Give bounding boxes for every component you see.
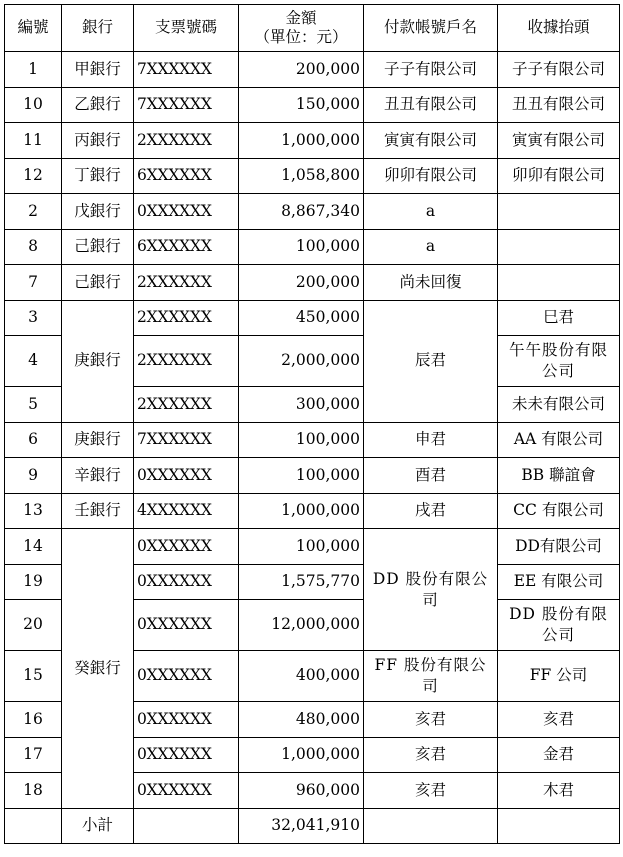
cell-bank: 己銀行 bbox=[62, 229, 134, 265]
cell-bank: 乙銀行 bbox=[62, 87, 134, 123]
cell-payee: 巳君 bbox=[498, 300, 620, 336]
table-row bbox=[5, 422, 620, 458]
cell-cheque: 0XXXXXX bbox=[134, 600, 239, 651]
cell-payee: DD有限公司 bbox=[498, 529, 620, 565]
cell-no: 5 bbox=[5, 387, 62, 423]
cell-payer: 尚未回復 bbox=[364, 265, 498, 301]
cell-payer: FF 股份有限公司 bbox=[364, 651, 498, 702]
cell-payer: 亥君 bbox=[364, 702, 498, 738]
cell-amount: 480,000 bbox=[239, 702, 364, 738]
cell-no: 1 bbox=[5, 52, 62, 88]
cell-cheque: 6XXXXXX bbox=[134, 158, 239, 194]
header-no: 編號 bbox=[5, 5, 62, 52]
header-payer: 付款帳號戶名 bbox=[364, 5, 498, 52]
cheque-table bbox=[4, 4, 620, 844]
cell-amount: 200,000 bbox=[239, 265, 364, 301]
cell-amount: 100,000 bbox=[239, 458, 364, 494]
subtotal-cheque bbox=[134, 808, 239, 844]
cell-payee: 亥君 bbox=[498, 702, 620, 738]
cell-payer: 亥君 bbox=[364, 773, 498, 809]
table-row bbox=[5, 300, 620, 336]
cell-bank: 癸銀行 bbox=[62, 529, 134, 809]
cell-no: 7 bbox=[5, 265, 62, 301]
cell-amount: 400,000 bbox=[239, 651, 364, 702]
cell-payee: FF 公司 bbox=[498, 651, 620, 702]
cell-cheque: 2XXXXXX bbox=[134, 387, 239, 423]
cell-no: 3 bbox=[5, 300, 62, 336]
cell-cheque: 2XXXXXX bbox=[134, 336, 239, 387]
cell-no: 6 bbox=[5, 422, 62, 458]
cell-cheque: 7XXXXXX bbox=[134, 422, 239, 458]
cell-cheque: 4XXXXXX bbox=[134, 493, 239, 529]
table-row bbox=[5, 529, 620, 565]
cell-cheque: 7XXXXXX bbox=[134, 87, 239, 123]
cell-no: 15 bbox=[5, 651, 62, 702]
cell-no: 8 bbox=[5, 229, 62, 265]
subtotal-no bbox=[5, 808, 62, 844]
cell-amount: 100,000 bbox=[239, 229, 364, 265]
cell-payee: 丑丑有限公司 bbox=[498, 87, 620, 123]
cell-payee: 子子有限公司 bbox=[498, 52, 620, 88]
cell-cheque: 0XXXXXX bbox=[134, 702, 239, 738]
cell-cheque: 0XXXXXX bbox=[134, 737, 239, 773]
cell-bank: 甲銀行 bbox=[62, 52, 134, 88]
cell-payer: 申君 bbox=[364, 422, 498, 458]
header-cheque: 支票號碼 bbox=[134, 5, 239, 52]
cell-no: 14 bbox=[5, 529, 62, 565]
cell-payer: 戌君 bbox=[364, 493, 498, 529]
cell-payer: 亥君 bbox=[364, 737, 498, 773]
cell-amount: 12,000,000 bbox=[239, 600, 364, 651]
cell-no: 4 bbox=[5, 336, 62, 387]
cell-amount: 1,000,000 bbox=[239, 123, 364, 159]
cell-cheque: 0XXXXXX bbox=[134, 564, 239, 600]
cell-payee: DD 股份有限公司 bbox=[498, 600, 620, 651]
cell-no: 19 bbox=[5, 564, 62, 600]
cell-amount: 150,000 bbox=[239, 87, 364, 123]
cell-bank: 庚銀行 bbox=[62, 300, 134, 422]
cell-amount: 450,000 bbox=[239, 300, 364, 336]
cell-payer: 酉君 bbox=[364, 458, 498, 494]
cell-no: 12 bbox=[5, 158, 62, 194]
cell-cheque: 0XXXXXX bbox=[134, 773, 239, 809]
cell-payer: 子子有限公司 bbox=[364, 52, 498, 88]
cell-no: 13 bbox=[5, 493, 62, 529]
cell-payee bbox=[498, 265, 620, 301]
cell-amount: 2,000,000 bbox=[239, 336, 364, 387]
cell-amount: 1,575,770 bbox=[239, 564, 364, 600]
table-row bbox=[5, 493, 620, 529]
cell-cheque: 0XXXXXX bbox=[134, 651, 239, 702]
cell-no: 11 bbox=[5, 123, 62, 159]
header-bank: 銀行 bbox=[62, 5, 134, 52]
cell-no: 18 bbox=[5, 773, 62, 809]
subtotal-payee bbox=[498, 808, 620, 844]
cell-payer: DD 股份有限公司 bbox=[364, 529, 498, 651]
cell-cheque: 6XXXXXX bbox=[134, 229, 239, 265]
cell-bank: 庚銀行 bbox=[62, 422, 134, 458]
table-row bbox=[5, 265, 620, 301]
cell-bank: 丙銀行 bbox=[62, 123, 134, 159]
table-row bbox=[5, 87, 620, 123]
table-row bbox=[5, 123, 620, 159]
cell-cheque: 2XXXXXX bbox=[134, 265, 239, 301]
cell-amount: 8,867,340 bbox=[239, 194, 364, 230]
cell-cheque: 7XXXXXX bbox=[134, 52, 239, 88]
cell-amount: 300,000 bbox=[239, 387, 364, 423]
cell-no: 17 bbox=[5, 737, 62, 773]
subtotal-payer bbox=[364, 808, 498, 844]
cell-bank: 己銀行 bbox=[62, 265, 134, 301]
cell-payer: 辰君 bbox=[364, 300, 498, 422]
cell-payer: a bbox=[364, 194, 498, 230]
cell-payer: 寅寅有限公司 bbox=[364, 123, 498, 159]
cell-payee: EE 有限公司 bbox=[498, 564, 620, 600]
cell-no: 9 bbox=[5, 458, 62, 494]
cell-payee: 寅寅有限公司 bbox=[498, 123, 620, 159]
cell-payee: 未未有限公司 bbox=[498, 387, 620, 423]
cell-amount: 200,000 bbox=[239, 52, 364, 88]
table-row bbox=[5, 229, 620, 265]
table-row bbox=[5, 458, 620, 494]
cell-payee bbox=[498, 229, 620, 265]
table-row bbox=[5, 158, 620, 194]
cell-payee: AA 有限公司 bbox=[498, 422, 620, 458]
cell-no: 2 bbox=[5, 194, 62, 230]
table-row bbox=[5, 52, 620, 88]
cell-cheque: 0XXXXXX bbox=[134, 529, 239, 565]
cell-amount: 960,000 bbox=[239, 773, 364, 809]
cell-payee: CC 有限公司 bbox=[498, 493, 620, 529]
header-amount-label: 金額 bbox=[285, 8, 317, 27]
cell-cheque: 2XXXXXX bbox=[134, 123, 239, 159]
cell-payee: 卯卯有限公司 bbox=[498, 158, 620, 194]
cell-bank: 辛銀行 bbox=[62, 458, 134, 494]
cell-payer: 卯卯有限公司 bbox=[364, 158, 498, 194]
cell-bank: 丁銀行 bbox=[62, 158, 134, 194]
cell-cheque: 0XXXXXX bbox=[134, 194, 239, 230]
cell-no: 16 bbox=[5, 702, 62, 738]
cell-payer: 丑丑有限公司 bbox=[364, 87, 498, 123]
header-row bbox=[5, 5, 620, 52]
cell-payee: BB 聯誼會 bbox=[498, 458, 620, 494]
table-row bbox=[5, 194, 620, 230]
cell-amount: 100,000 bbox=[239, 529, 364, 565]
subtotal-label: 小計 bbox=[62, 808, 134, 844]
cell-bank: 戊銀行 bbox=[62, 194, 134, 230]
cell-payee bbox=[498, 194, 620, 230]
cell-payer: a bbox=[364, 229, 498, 265]
cell-no: 10 bbox=[5, 87, 62, 123]
header-amount bbox=[239, 5, 364, 52]
subtotal-amount: 32,041,910 bbox=[239, 808, 364, 844]
cell-cheque: 0XXXXXX bbox=[134, 458, 239, 494]
header-amount-unit: （單位：元） bbox=[254, 28, 348, 46]
cell-payee: 金君 bbox=[498, 737, 620, 773]
subtotal-row bbox=[5, 808, 620, 844]
header-payee: 收據抬頭 bbox=[498, 5, 620, 52]
cell-payee: 木君 bbox=[498, 773, 620, 809]
cell-no: 20 bbox=[5, 600, 62, 651]
cell-amount: 1,058,800 bbox=[239, 158, 364, 194]
cell-bank: 壬銀行 bbox=[62, 493, 134, 529]
cell-cheque: 2XXXXXX bbox=[134, 300, 239, 336]
cell-payee: 午午股份有限公司 bbox=[498, 336, 620, 387]
cell-amount: 1,000,000 bbox=[239, 493, 364, 529]
cell-amount: 100,000 bbox=[239, 422, 364, 458]
cell-amount: 1,000,000 bbox=[239, 737, 364, 773]
